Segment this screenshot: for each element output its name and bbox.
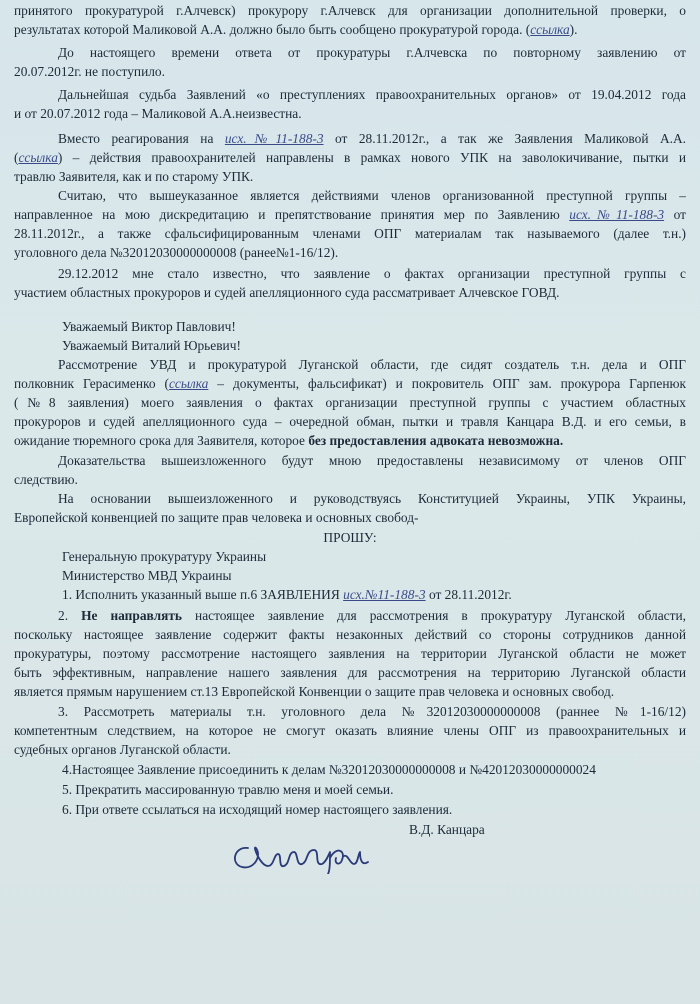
signer-name: В.Д. Канцара	[409, 822, 485, 837]
link-ssylka[interactable]: ссылка	[530, 22, 570, 37]
text-line: является прямым нарушением ст.13 Европейской Конвенции о защите прав человека и основных свобод.	[14, 684, 615, 699]
text-line: Считаю, что вышеуказанное является действиями членов организованной преступной группы –	[58, 188, 686, 203]
link-outgoing-number[interactable]: исх.№11-188-3	[569, 207, 665, 222]
text-line: быть эффективным, направление нашего заявления для рассмотрения на территорию Луганской области	[14, 665, 686, 680]
text-line: До настоящего времени ответа от прокуратуры г.Алчевска по повторному заявлению от	[58, 45, 686, 60]
text-line: принятого прокуратурой г.Алчевск) прокурору г.Алчевск для организации дополнительной проверки, о	[14, 3, 686, 18]
text-line: следствию.	[14, 472, 78, 487]
request-item-1: 1. Исполнить указанный выше п.6 ЗАЯВЛЕНИЯ исх.№11-188-3 от 28.11.2012г.	[62, 587, 512, 602]
text-line: прокуроров и судей апелляционного суда – очередной обман, пытки и травля Канцара В.Д. и его семьи, в	[14, 414, 686, 429]
text-line: участием областных прокуроров и судей апелляционного суда рассматривает Алчевское ГОВД.	[14, 285, 560, 300]
text-line: 20.07.2012г. не поступило.	[14, 64, 165, 79]
request-item-5: 5. Прекратить массированную травлю меня и моей семьи.	[62, 782, 394, 797]
text-line: ожидание тюремного срока для Заявителя, которое без предоставления адвоката невозможна.	[14, 433, 564, 448]
text-line: судебных органов Луганской области.	[14, 742, 231, 757]
addressee: Генеральную прокуратуру Украины	[62, 549, 267, 564]
request-heading: ПРОШУ:	[323, 530, 377, 545]
request-item-2: 2. Не направлять настоящее заявление для рассмотрения в прокуратуру Луганской области,	[58, 608, 686, 623]
text-line: Европейской конвенцией по защите прав человека и основных свобод-	[14, 510, 419, 525]
text-line: (ссылка) – действия правоохранителей направлены в рамках нового УПК на заволокичивание, пытки и	[14, 150, 686, 165]
text-line: уголовного дела №32012030000000008 (ранее№1-16/12).	[14, 245, 339, 260]
text-line: 29.12.2012 мне стало известно, что заявление о фактах организации преступной группы с	[58, 266, 686, 281]
link-outgoing-number[interactable]: исх.№11-188-3	[343, 587, 426, 602]
salutation: Уважаемый Виталий Юрьевич!	[62, 338, 241, 353]
text-line: полковник Герасименко (ссылка – документы, фальсификат) и покровитель ОПГ зам. прокурора Гарпенюк	[14, 376, 687, 391]
request-item-3: 3. Рассмотреть материалы т.н. уголовного дела №32012030000000008 (раннее №1-16/12)	[58, 704, 686, 719]
text-line: компетентным следствием, на которое не смогут оказать влияние члены ОПГ из правоохранительных и	[14, 723, 686, 738]
salutation: Уважаемый Виктор Павлович!	[62, 319, 236, 334]
text-line: травлю Заявителя, как и по старому УПК.	[14, 169, 254, 184]
text-line: результатах которой Маликовой А.А. должно было быть сообщено прокуратурой города. (ссылка).	[14, 22, 578, 37]
link-outgoing-number[interactable]: исх.№11-188-3	[224, 131, 324, 146]
text-line: 28.11.2012г., а также сфальсифицированным членами ОПГ материалам так называемого (далее т.н.)	[14, 226, 686, 241]
text-line: и от 20.07.2012 года – Маликовой А.А.неизвестна.	[14, 106, 302, 121]
request-item-6: 6. При ответе ссылаться на исходящий номер настоящего заявления.	[62, 802, 453, 817]
text-line: Дальнейшая судьба Заявлений «о преступлениях правоохранительных органов» от 19.04.2012 года	[58, 87, 686, 102]
link-ssylka[interactable]: ссылка	[18, 150, 58, 165]
text-line: прокуратуры, поэтому рассмотрение настоящего заявления на территории Луганской области не может	[14, 646, 686, 661]
text-line: Доказательства вышеизложенного будут мною предоставлены независимому от членов ОПГ	[58, 453, 686, 468]
handwritten-signature	[226, 836, 376, 874]
text-line: поскольку настоящее заявление содержит факты незаконных действий со стороны сотрудников данной	[14, 627, 686, 642]
text-line: направленное на мою дискредитацию и препятствование принятия мер по Заявлению исх.№11-188-3 от	[14, 207, 687, 222]
addressee: Министерство МВД Украины	[62, 568, 232, 583]
text-line: Вместо реагирования на исх.№11-188-3 от 28.11.2012г., а так же Заявления Маликовой А.А.	[58, 131, 686, 146]
text-line: Рассмотрение УВД и прокуратурой Луганской области, где сидят создатель т.н. дела и ОПГ	[58, 357, 686, 372]
text-line: (№8 заявления) моего заявления о фактах организации преступной группы с участием областных	[14, 395, 686, 410]
link-ssylka[interactable]: ссылка	[168, 376, 209, 391]
request-item-4: 4.Настоящее Заявление присоединить к делам №32012030000000008 и №42012030000000024	[62, 762, 596, 777]
text-line: На основании вышеизложенного и руководствуясь Конституцией Украины, УПК Украины,	[58, 491, 686, 506]
